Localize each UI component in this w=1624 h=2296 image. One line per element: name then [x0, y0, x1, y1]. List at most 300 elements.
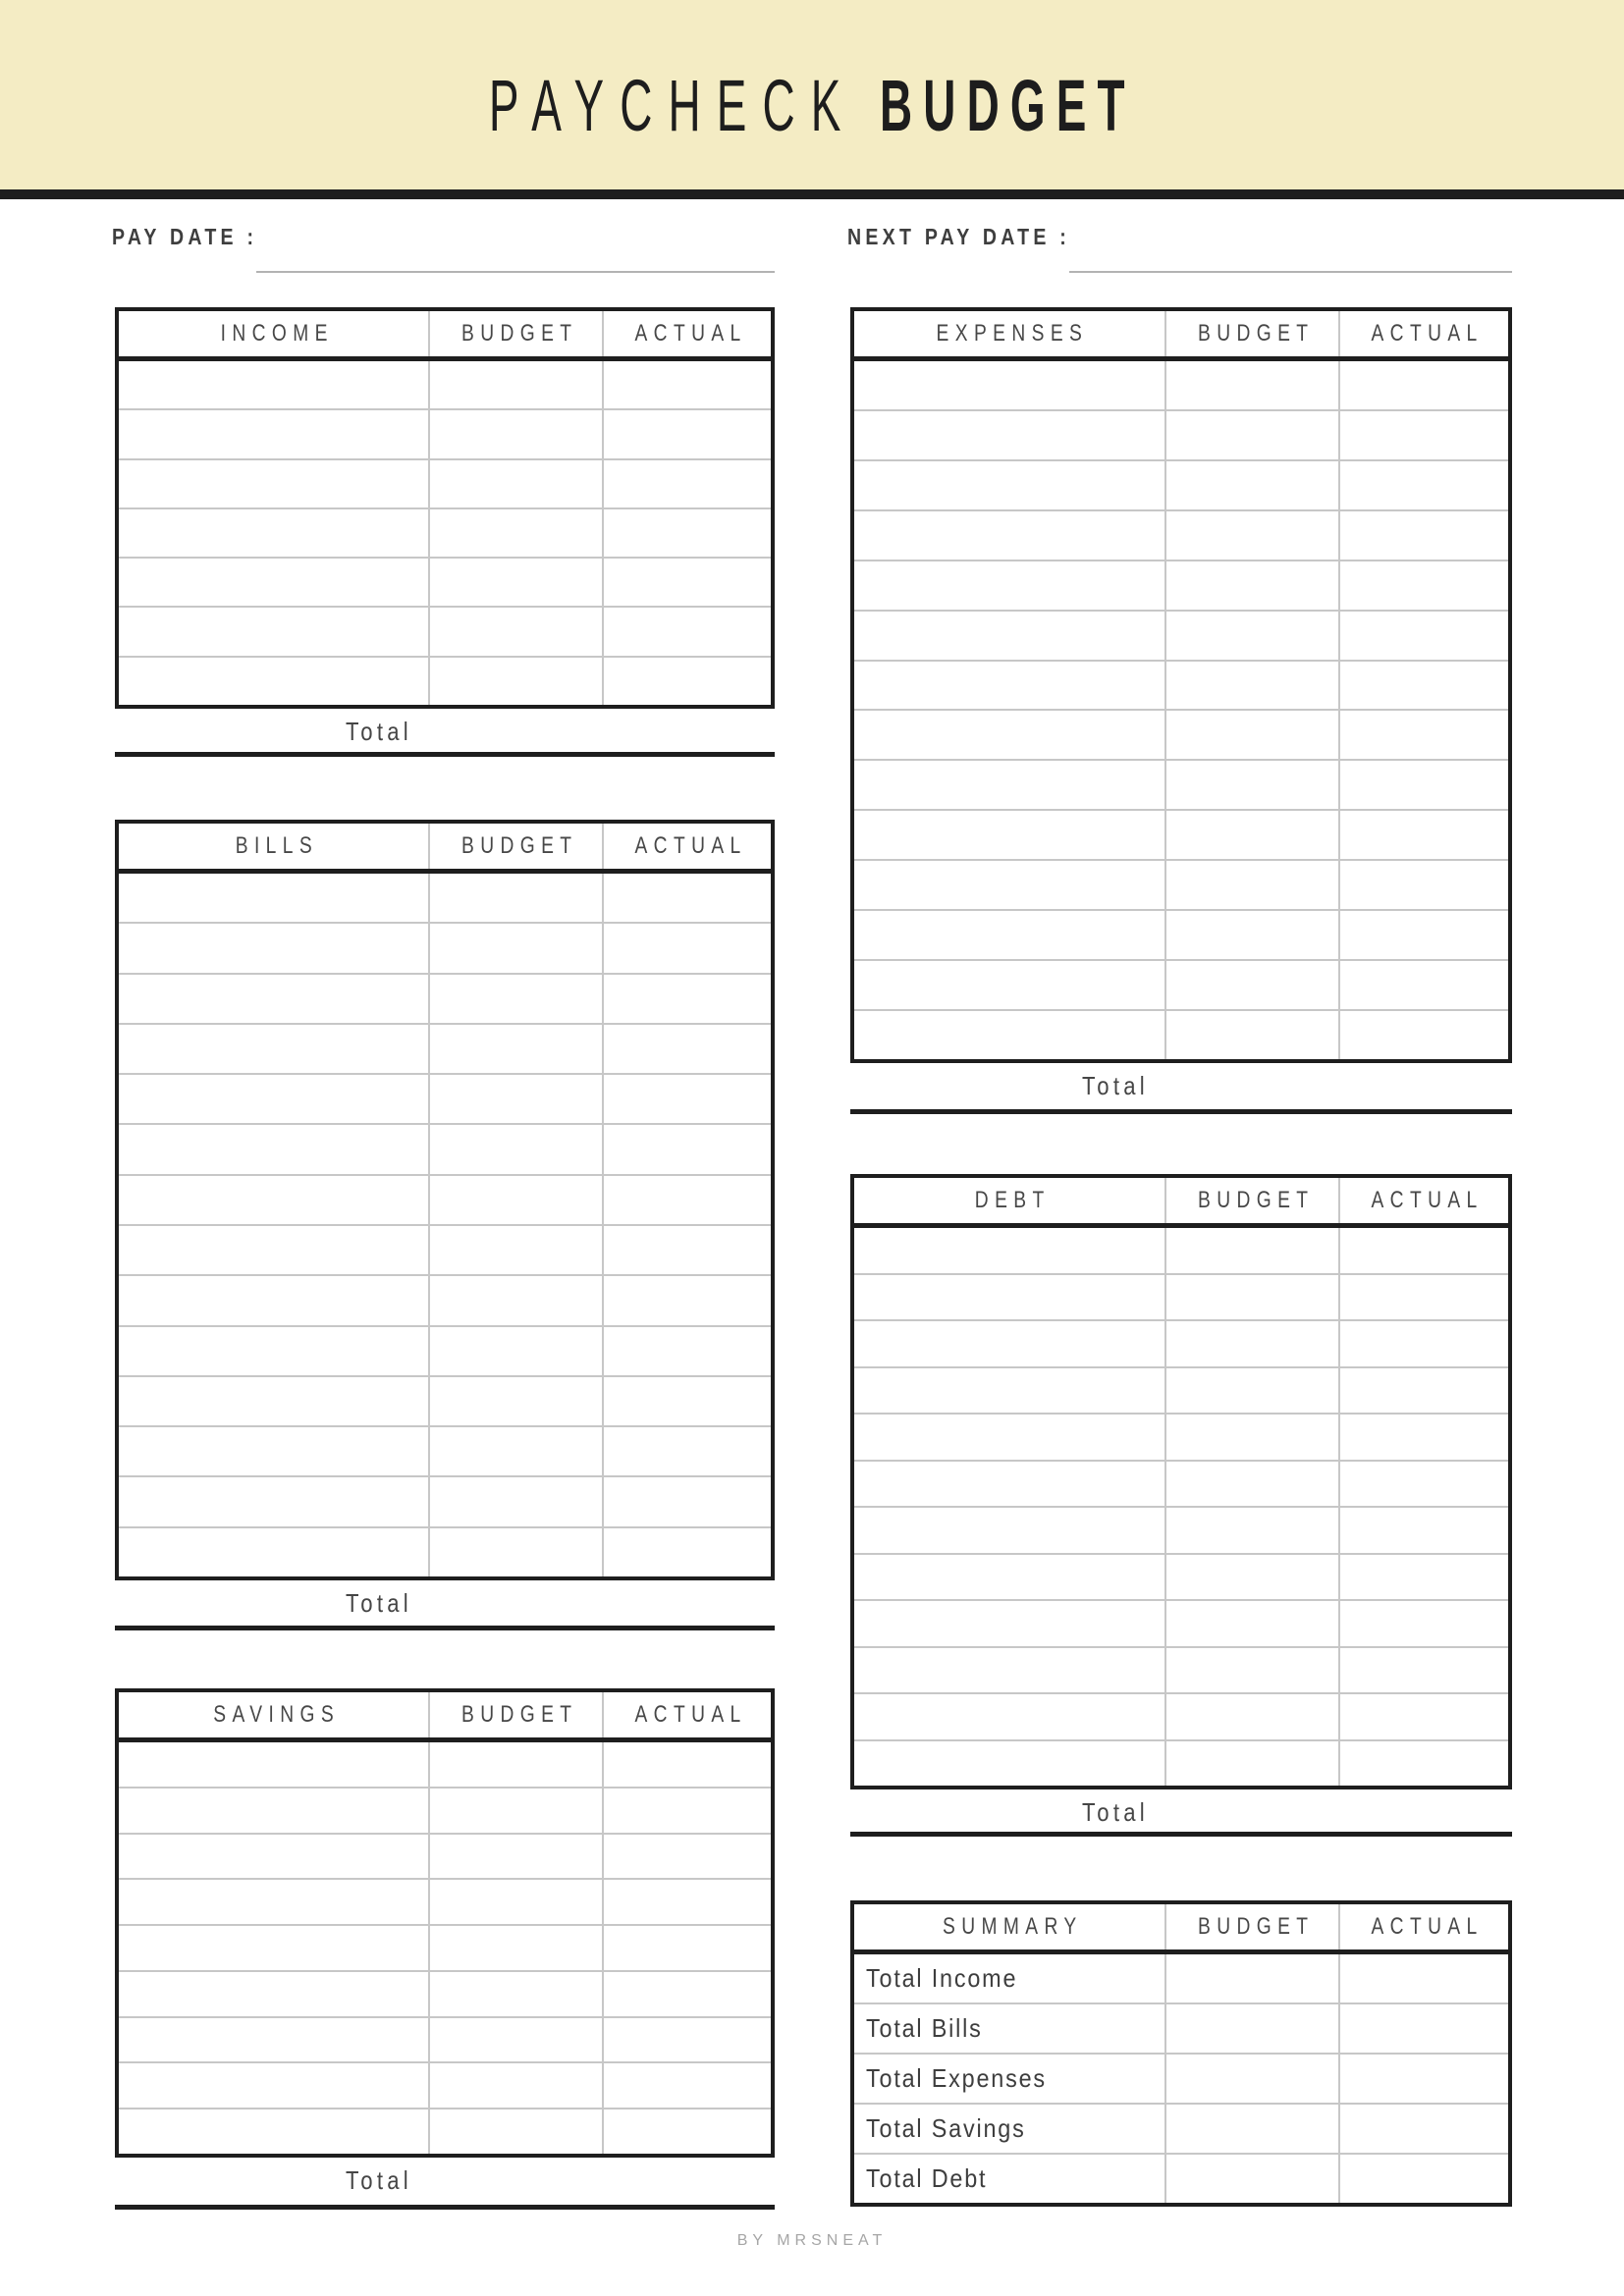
- column-header: [1340, 311, 1507, 356]
- table-cell: [1166, 1741, 1340, 1787]
- table-cell: [604, 1972, 771, 2016]
- table-cell: [604, 924, 771, 972]
- table-cell: [1340, 1601, 1507, 1646]
- table-row: [119, 2016, 771, 2062]
- bills-total-line: [115, 1626, 775, 1630]
- column-header: [430, 824, 604, 869]
- table-cell: [430, 608, 604, 655]
- table-cell: [430, 361, 604, 408]
- income-total-label: [49, 713, 709, 750]
- table-cell: [604, 975, 771, 1023]
- table-row: [854, 1273, 1508, 1320]
- table-cell: [854, 1011, 1166, 1059]
- header-divider-bar: [0, 189, 1624, 199]
- column-header: [604, 1692, 771, 1737]
- column-header-label: BILLS: [235, 832, 319, 859]
- table-cell: [1166, 662, 1340, 710]
- summary-row-label-cell: [854, 1954, 1166, 2002]
- table-cell: [430, 559, 604, 606]
- table-cell: [854, 811, 1166, 859]
- table-cell: [854, 1275, 1166, 1320]
- table-cell: [1340, 511, 1507, 560]
- table-cell: [1166, 811, 1340, 859]
- table-cell: [854, 711, 1166, 759]
- table-cell: [604, 1926, 771, 1970]
- table-cell: [604, 1025, 771, 1073]
- column-header: [430, 1692, 604, 1737]
- table-row: [854, 509, 1508, 560]
- debt-table: [850, 1174, 1512, 1789]
- table-cell: [1340, 1462, 1507, 1507]
- table-cell: [1340, 461, 1507, 509]
- income-table: [115, 307, 775, 709]
- column-header-label: INCOME: [220, 320, 334, 347]
- table-cell: [1166, 1555, 1340, 1600]
- table-row: [854, 361, 1508, 409]
- table-cell: [604, 1276, 771, 1324]
- column-header-label: ACTUAL: [1371, 1187, 1484, 1213]
- table-cell: [119, 1477, 430, 1525]
- table-header-row: [119, 1692, 771, 1742]
- table-row: [119, 2108, 771, 2154]
- table-cell: [1166, 1508, 1340, 1553]
- table-cell: [119, 460, 430, 507]
- table-cell: [119, 874, 430, 922]
- column-header: [119, 311, 430, 356]
- table-cell: [119, 410, 430, 457]
- table-cell: [430, 1427, 604, 1475]
- table-row: [119, 1787, 771, 1833]
- table-row: [119, 1526, 771, 1576]
- table-cell: [1340, 1228, 1507, 1273]
- table-cell: [604, 608, 771, 655]
- savings-table: [115, 1688, 775, 2158]
- table-cell: [604, 361, 771, 408]
- total-label-text: Total: [346, 1587, 412, 1618]
- table-row: [119, 1123, 771, 1173]
- table-cell: [604, 874, 771, 922]
- table-cell: [119, 1528, 430, 1576]
- table-cell: [604, 509, 771, 557]
- table-row: [119, 1375, 771, 1425]
- table-cell: [1340, 1555, 1507, 1600]
- table-header-row: [854, 1178, 1508, 1228]
- summary-row: [854, 2053, 1508, 2103]
- table-row: [854, 409, 1508, 459]
- table-cell: [119, 1327, 430, 1375]
- table-cell: [854, 1508, 1166, 1553]
- table-cell: [430, 1742, 604, 1787]
- table-cell: [854, 1694, 1166, 1739]
- table-row: [854, 1319, 1508, 1366]
- table-cell: [1166, 1954, 1340, 2002]
- table-cell: [604, 658, 771, 705]
- summary-row-label: Total Income: [866, 1963, 1018, 1993]
- table-row: [119, 1878, 771, 1924]
- summary-row: [854, 2002, 1508, 2053]
- table-cell: [119, 1742, 430, 1787]
- page-header-band: [0, 0, 1624, 189]
- table-cell: [1166, 1321, 1340, 1366]
- summary-row: [854, 2153, 1508, 2203]
- table-row: [854, 1413, 1508, 1460]
- table-cell: [604, 1176, 771, 1224]
- table-row: [119, 557, 771, 606]
- table-cell: [430, 2018, 604, 2062]
- table-cell: [854, 1741, 1166, 1787]
- table-cell: [1340, 2105, 1507, 2153]
- table-row: [854, 1599, 1508, 1646]
- summary-row: [854, 2103, 1508, 2153]
- table-cell: [119, 1075, 430, 1123]
- summary-row-label-cell: [854, 2155, 1166, 2203]
- table-cell: [119, 1789, 430, 1833]
- table-cell: [119, 1835, 430, 1879]
- page-title: [489, 42, 1136, 147]
- table-cell: [430, 410, 604, 457]
- table-cell: [1340, 961, 1507, 1009]
- table-row: [119, 1073, 771, 1123]
- table-cell: [604, 1880, 771, 1924]
- column-header-label: BUDGET: [460, 320, 578, 347]
- table-cell: [854, 1321, 1166, 1366]
- table-cell: [1340, 1368, 1507, 1414]
- table-cell: [854, 1555, 1166, 1600]
- summary-row-label-cell: [854, 2105, 1166, 2153]
- bills-table: [115, 820, 775, 1580]
- debt-total-line: [850, 1832, 1512, 1837]
- table-row: [854, 610, 1508, 660]
- table-cell: [854, 612, 1166, 660]
- table-cell: [430, 1477, 604, 1525]
- table-cell: [119, 2109, 430, 2154]
- table-cell: [1166, 1648, 1340, 1693]
- savings-total-line: [115, 2205, 775, 2210]
- table-cell: [604, 1477, 771, 1525]
- summary-table: [850, 1900, 1512, 2207]
- pay-date-label: PAY DATE :: [112, 224, 258, 249]
- table-cell: [430, 1835, 604, 1879]
- table-row: [119, 1274, 771, 1324]
- table-cell: [430, 924, 604, 972]
- table-row: [119, 1924, 771, 1970]
- column-header-label: BUDGET: [1197, 1187, 1315, 1213]
- table-row: [854, 660, 1508, 710]
- table-cell: [430, 1926, 604, 1970]
- table-cell: [604, 1835, 771, 1879]
- table-cell: [119, 361, 430, 408]
- column-header-label: ACTUAL: [634, 320, 747, 347]
- table-cell: [430, 1276, 604, 1324]
- table-cell: [430, 1972, 604, 2016]
- table-cell: [1166, 1415, 1340, 1460]
- table-row: [119, 606, 771, 655]
- debt-total-label: [785, 1793, 1446, 1831]
- table-row: [854, 1366, 1508, 1414]
- table-cell: [854, 662, 1166, 710]
- column-header: [430, 311, 604, 356]
- column-header: [1166, 1178, 1340, 1223]
- table-cell: [604, 559, 771, 606]
- table-row: [119, 408, 771, 457]
- table-cell: [1340, 1415, 1507, 1460]
- column-header-label: ACTUAL: [1371, 1913, 1484, 1940]
- column-header: [1340, 1904, 1507, 1949]
- table-row: [854, 959, 1508, 1009]
- column-header-label: BUDGET: [1197, 1913, 1315, 1940]
- table-cell: [1340, 711, 1507, 759]
- table-row: [854, 709, 1508, 759]
- table-cell: [604, 1427, 771, 1475]
- table-cell: [119, 559, 430, 606]
- table-cell: [119, 1926, 430, 1970]
- column-header: [604, 824, 771, 869]
- table-row: [854, 1009, 1508, 1059]
- summary-row-label: Total Debt: [866, 2163, 988, 2193]
- table-cell: [1340, 1694, 1507, 1739]
- summary-row-label: Total Savings: [866, 2113, 1026, 2143]
- table-cell: [119, 1427, 430, 1475]
- total-label-text: Total: [346, 716, 412, 746]
- column-header: [1166, 1904, 1340, 1949]
- column-header-label: ACTUAL: [1371, 320, 1484, 347]
- table-cell: [1166, 361, 1340, 409]
- table-cell: [604, 2018, 771, 2062]
- table-row: [854, 809, 1508, 859]
- table-cell: [1166, 511, 1340, 560]
- title-word-budget: BUDGET: [879, 65, 1136, 146]
- table-row: [119, 1325, 771, 1375]
- table-cell: [119, 1377, 430, 1425]
- table-cell: [854, 461, 1166, 509]
- table-cell: [1166, 861, 1340, 909]
- table-cell: [430, 658, 604, 705]
- table-cell: [1166, 561, 1340, 610]
- column-header: [854, 311, 1166, 356]
- expenses-total-label: [785, 1067, 1446, 1104]
- table-cell: [119, 1276, 430, 1324]
- table-cell: [430, 1528, 604, 1576]
- table-cell: [1166, 2105, 1340, 2153]
- table-cell: [119, 924, 430, 972]
- column-header-label: BUDGET: [460, 1701, 578, 1728]
- table-row: [119, 1970, 771, 2016]
- table-cell: [1166, 1228, 1340, 1273]
- table-cell: [119, 1972, 430, 2016]
- table-cell: [430, 1176, 604, 1224]
- table-cell: [1166, 612, 1340, 660]
- next-pay-date-label: NEXT PAY DATE :: [847, 224, 1071, 249]
- total-label-text: Total: [346, 2164, 412, 2195]
- table-cell: [1166, 1694, 1340, 1739]
- table-cell: [1166, 461, 1340, 509]
- table-row: [119, 1475, 771, 1525]
- table-cell: [1340, 411, 1507, 459]
- table-cell: [854, 911, 1166, 959]
- column-header-label: SUMMARY: [943, 1913, 1083, 1940]
- table-cell: [119, 608, 430, 655]
- next-pay-date-fill-line: [1069, 271, 1512, 273]
- title-word-paycheck: PAYCHECK: [488, 65, 857, 146]
- summary-row-label-cell: [854, 2004, 1166, 2053]
- table-cell: [604, 1125, 771, 1173]
- table-cell: [854, 1368, 1166, 1414]
- column-header-label: DEBT: [974, 1187, 1051, 1213]
- table-cell: [119, 658, 430, 705]
- table-cell: [1166, 411, 1340, 459]
- table-cell: [1340, 662, 1507, 710]
- column-header: [854, 1904, 1166, 1949]
- table-cell: [119, 1880, 430, 1924]
- table-cell: [1340, 2004, 1507, 2053]
- table-cell: [854, 861, 1166, 909]
- table-cell: [1166, 1011, 1340, 1059]
- table-cell: [1166, 761, 1340, 809]
- table-cell: [430, 509, 604, 557]
- column-header: [119, 1692, 430, 1737]
- table-cell: [119, 1176, 430, 1224]
- table-cell: [854, 1648, 1166, 1693]
- table-cell: [1166, 2155, 1340, 2203]
- table-cell: [119, 1125, 430, 1173]
- table-row: [854, 1739, 1508, 1787]
- column-header-label: EXPENSES: [937, 320, 1089, 347]
- table-cell: [119, 2018, 430, 2062]
- table-row: [119, 973, 771, 1023]
- savings-total-label: [49, 2162, 709, 2199]
- table-row: [119, 507, 771, 557]
- table-cell: [119, 509, 430, 557]
- table-cell: [1166, 1601, 1340, 1646]
- table-cell: [1340, 1741, 1507, 1787]
- table-cell: [430, 1789, 604, 1833]
- table-cell: [430, 874, 604, 922]
- table-cell: [1340, 761, 1507, 809]
- table-row: [119, 874, 771, 922]
- table-row: [119, 922, 771, 972]
- table-cell: [1340, 1011, 1507, 1059]
- table-cell: [854, 361, 1166, 409]
- column-header-label: ACTUAL: [634, 832, 747, 859]
- table-cell: [854, 761, 1166, 809]
- table-row: [119, 1833, 771, 1879]
- table-cell: [430, 1125, 604, 1173]
- table-cell: [604, 1528, 771, 1576]
- table-cell: [1166, 961, 1340, 1009]
- table-row: [854, 1646, 1508, 1693]
- table-cell: [430, 2063, 604, 2108]
- table-cell: [430, 1377, 604, 1425]
- table-cell: [1340, 361, 1507, 409]
- table-row: [854, 459, 1508, 509]
- table-cell: [430, 1327, 604, 1375]
- total-label-text: Total: [1082, 1796, 1149, 1827]
- table-cell: [430, 460, 604, 507]
- table-cell: [430, 2109, 604, 2154]
- table-cell: [1166, 1368, 1340, 1414]
- table-cell: [1166, 1462, 1340, 1507]
- table-row: [854, 560, 1508, 610]
- table-row: [119, 1174, 771, 1224]
- table-cell: [1166, 2004, 1340, 2053]
- table-header-row: [854, 1904, 1508, 1954]
- expenses-total-line: [850, 1109, 1512, 1114]
- table-cell: [854, 411, 1166, 459]
- table-cell: [854, 561, 1166, 610]
- table-cell: [1166, 2055, 1340, 2103]
- total-label-text: Total: [1082, 1070, 1149, 1100]
- table-cell: [604, 1789, 771, 1833]
- column-header: [854, 1178, 1166, 1223]
- table-row: [854, 1553, 1508, 1600]
- table-cell: [604, 1327, 771, 1375]
- table-cell: [430, 1226, 604, 1274]
- table-cell: [854, 1228, 1166, 1273]
- table-cell: [854, 1601, 1166, 1646]
- table-cell: [604, 1742, 771, 1787]
- table-cell: [430, 1075, 604, 1123]
- table-cell: [119, 1226, 430, 1274]
- bills-total-label: [49, 1584, 709, 1622]
- table-row: [119, 656, 771, 705]
- table-cell: [1166, 911, 1340, 959]
- summary-row-label: Total Bills: [866, 2013, 983, 2043]
- table-cell: [430, 975, 604, 1023]
- table-cell: [1340, 2155, 1507, 2203]
- table-cell: [119, 2063, 430, 2108]
- table-cell: [1166, 1275, 1340, 1320]
- table-cell: [430, 1880, 604, 1924]
- table-row: [854, 1692, 1508, 1739]
- table-row: [854, 1460, 1508, 1507]
- table-cell: [1340, 1275, 1507, 1320]
- table-cell: [430, 1025, 604, 1073]
- table-row: [854, 1228, 1508, 1273]
- table-row: [119, 361, 771, 408]
- table-cell: [1340, 2055, 1507, 2103]
- table-cell: [1340, 1954, 1507, 2002]
- table-cell: [604, 1377, 771, 1425]
- table-cell: [604, 2109, 771, 2154]
- table-row: [854, 909, 1508, 959]
- table-header-row: [119, 311, 771, 361]
- table-cell: [854, 1415, 1166, 1460]
- table-row: [119, 1742, 771, 1787]
- table-row: [854, 859, 1508, 909]
- table-cell: [1166, 711, 1340, 759]
- table-cell: [604, 2063, 771, 2108]
- table-cell: [854, 1462, 1166, 1507]
- table-cell: [1340, 1508, 1507, 1553]
- table-cell: [604, 1075, 771, 1123]
- table-cell: [854, 961, 1166, 1009]
- table-row: [119, 1224, 771, 1274]
- summary-row: [854, 1954, 1508, 2002]
- column-header-label: BUDGET: [460, 832, 578, 859]
- table-cell: [1340, 1321, 1507, 1366]
- income-total-line: [115, 752, 775, 757]
- table-row: [119, 1425, 771, 1475]
- table-cell: [1340, 811, 1507, 859]
- table-row: [119, 1023, 771, 1073]
- table-cell: [1340, 911, 1507, 959]
- column-header-label: SAVINGS: [213, 1701, 341, 1728]
- summary-row-label: Total Expenses: [866, 2063, 1047, 2093]
- table-cell: [1340, 1648, 1507, 1693]
- column-header: [1166, 311, 1340, 356]
- table-row: [119, 2061, 771, 2108]
- column-header-label: ACTUAL: [634, 1701, 747, 1728]
